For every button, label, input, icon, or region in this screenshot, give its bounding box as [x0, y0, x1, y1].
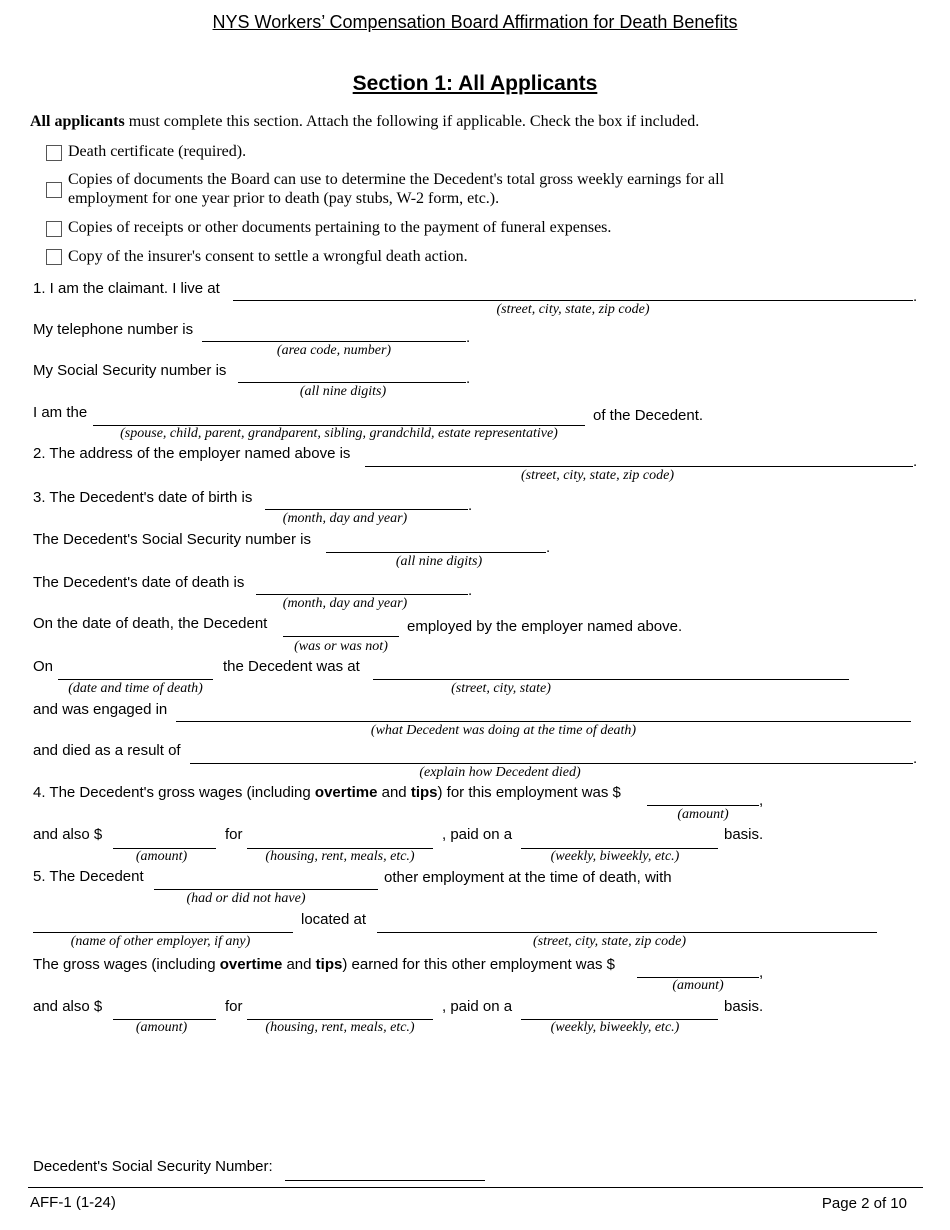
other-employer-address-field[interactable] — [377, 932, 877, 933]
q3-ssn-label: The Decedent's Social Security number is — [33, 531, 311, 548]
field-hint: (amount) — [135, 849, 188, 864]
wage-amount-field[interactable] — [647, 805, 759, 806]
q3-dob-label: 3. The Decedent's date of birth is — [33, 489, 253, 506]
field-hint: (amount) — [672, 978, 724, 993]
period: . — [546, 539, 551, 556]
cause-of-death-field[interactable] — [190, 763, 913, 764]
footer-ssn-field[interactable] — [285, 1180, 485, 1181]
claimant-ssn-field[interactable] — [238, 382, 466, 383]
q1-relation-suffix: of the Decedent. — [593, 407, 704, 424]
footer-divider — [28, 1187, 923, 1188]
q1-phone-label: My telephone number is — [33, 321, 194, 338]
section-intro — [30, 113, 699, 131]
attachment-label: Death certificate (required). — [68, 143, 247, 160]
attachment-label: Copy of the insurer's consent to settle a wrongful death action. — [68, 248, 468, 265]
field-hint: (date and time of death) — [68, 681, 203, 696]
q5-suffix: other employment at the time of death, with — [384, 869, 672, 886]
q5-overtime: overtime — [219, 956, 283, 973]
q2-label: 2. The address of the employer named above is — [33, 445, 351, 462]
q1-relation-label: I am the — [33, 404, 88, 421]
field-hint: (all nine digits) — [299, 384, 387, 399]
field-hint: (street, city, state) — [451, 681, 551, 696]
field-hint: (month, day and year) — [282, 596, 408, 611]
decedent-dod-field[interactable] — [256, 594, 468, 595]
q3-died-label: and died as a result of — [33, 742, 181, 759]
checkbox-funeral-receipts[interactable] — [46, 221, 62, 237]
q5-gross-suffix: ) earned for this other employment was $ — [342, 956, 615, 973]
q4-also-label: and also $ — [33, 826, 103, 843]
field-hint: (what Decedent was doing at the time of death) — [370, 723, 637, 738]
employer-address-field[interactable] — [365, 466, 913, 467]
field-hint: (street, city, state, zip code) — [520, 468, 675, 483]
q5-and: and — [282, 956, 316, 973]
q5-located-at-label: located at — [301, 911, 367, 928]
comma: , — [759, 964, 764, 981]
q3-employed-label: On the date of death, the Decedent — [33, 615, 268, 632]
period: . — [468, 582, 473, 599]
q3-employed-suffix: employed by the employer named above. — [407, 618, 683, 635]
checkbox-death-certificate[interactable] — [46, 145, 62, 161]
q3-was-at-label: the Decedent was at — [223, 658, 360, 675]
q4-label — [33, 784, 621, 801]
footer-ssn-label: Decedent's Social Security Number: — [33, 1158, 273, 1175]
field-hint: (was or was not) — [294, 639, 388, 654]
intro-text: must complete this section. Attach the following if applicable. Check the box if included. — [124, 113, 700, 130]
q4-paid-on-label: , paid on a — [442, 826, 513, 843]
checkbox-insurer-consent[interactable] — [46, 249, 62, 265]
q4-and: and — [377, 784, 411, 801]
q5-gross-label — [33, 956, 615, 973]
claimant-phone-field[interactable] — [202, 341, 466, 342]
attachment-label: Copies of documents the Board can use to determine the Decedent's total gross weekly earnings for all — [68, 171, 725, 188]
field-hint: (name of other employer, if any) — [70, 934, 251, 949]
q5-tips: tips — [315, 956, 343, 973]
field-hint: (all nine digits) — [395, 554, 483, 569]
attachment-label: Copies of receipts or other documents pertaining to the payment of funeral expenses. — [68, 219, 612, 236]
other-employer-name-field[interactable] — [33, 932, 293, 933]
comma: , — [759, 792, 764, 809]
q5-paid-on-label: , paid on a — [442, 998, 513, 1015]
decedent-dob-field[interactable] — [265, 509, 468, 510]
period: . — [913, 288, 918, 305]
q5-for-label: for — [225, 998, 243, 1015]
decedent-ssn-field[interactable] — [326, 552, 546, 553]
form-id: AFF-1 (1-24) — [30, 1194, 116, 1211]
other-employment-field[interactable] — [154, 889, 378, 890]
death-datetime-field[interactable] — [58, 679, 213, 680]
q1-ssn-label: My Social Security number is — [33, 362, 227, 379]
section-title: Section 1: All Applicants — [352, 72, 598, 95]
field-hint: (street, city, state, zip code) — [532, 934, 687, 949]
period: . — [913, 453, 918, 470]
activity-at-death-field[interactable] — [176, 721, 911, 722]
field-hint: (explain how Decedent died) — [419, 765, 581, 780]
q4-suffix: ) for this employment was $ — [437, 784, 621, 801]
q5-basis-label: basis. — [724, 998, 764, 1015]
q5-also-label: and also $ — [33, 998, 103, 1015]
q4-basis-label: basis. — [724, 826, 764, 843]
page-number: Page 2 of 10 — [821, 1195, 907, 1212]
field-hint: (month, day and year) — [282, 511, 408, 526]
q3-on-label: On — [33, 658, 54, 675]
field-hint: (had or did not have) — [186, 891, 306, 906]
q5-label: 5. The Decedent — [33, 868, 144, 885]
death-location-field[interactable] — [373, 679, 849, 680]
claimant-address-field[interactable] — [233, 300, 913, 301]
field-hint: (amount) — [677, 807, 729, 822]
period: . — [466, 329, 471, 346]
attachment-label-continued: employment for one year prior to death (pay stubs, W-2 form, etc.). — [68, 190, 500, 207]
checkbox-earnings-documents[interactable] — [46, 182, 62, 198]
q3-engaged-label: and was engaged in — [33, 701, 168, 718]
intro-bold: All applicants — [30, 113, 125, 130]
field-hint: (area code, number) — [276, 343, 392, 358]
field-hint: (weekly, biweekly, etc.) — [550, 849, 680, 864]
q5-gross-prefix: The gross wages (including — [33, 956, 220, 973]
q4-tips: tips — [410, 784, 438, 801]
period: . — [468, 497, 473, 514]
q1-live-label: 1. I am the claimant. I live at — [33, 280, 220, 297]
field-hint: (housing, rent, meals, etc.) — [265, 849, 415, 864]
field-hint: (weekly, biweekly, etc.) — [550, 1020, 680, 1035]
field-hint: (housing, rent, meals, etc.) — [265, 1020, 415, 1035]
q4-overtime: overtime — [314, 784, 378, 801]
q4-prefix: 4. The Decedent's gross wages (including — [33, 784, 315, 801]
period: . — [466, 370, 471, 387]
employment-status-field[interactable] — [283, 636, 399, 637]
q4-for-label: for — [225, 826, 243, 843]
field-hint: (street, city, state, zip code) — [496, 302, 650, 317]
period: . — [913, 750, 918, 767]
form-header: NYS Workers’ Compensation Board Affirmation for Death Benefits — [212, 12, 738, 32]
q3-dod-label: The Decedent's date of death is — [33, 574, 245, 591]
field-hint: (spouse, child, parent, grandparent, sibling, grandchild, estate representative) — [120, 426, 558, 441]
field-hint: (amount) — [135, 1020, 188, 1035]
